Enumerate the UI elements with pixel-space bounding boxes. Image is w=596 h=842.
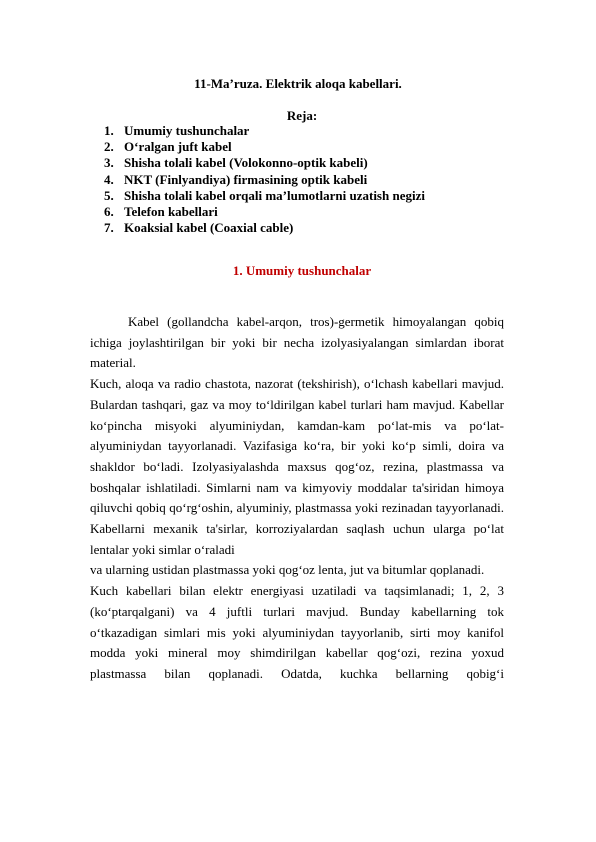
plan-item-number: 7. <box>104 220 114 236</box>
paragraph-definition: Kabel (gollandcha kabel-arqon, tros)-germetik himoyalangan qobiq ichiga joylashtirilgan bir yoki bir necha izolyasiyalangan simlardan iborat material. <box>90 314 504 371</box>
plan-item <box>104 204 425 220</box>
plan-heading: Reja: <box>286 108 318 123</box>
plan-item <box>104 172 425 188</box>
plan-item-text: Shisha tolali kabel orqali ma’lumotlarni uzatish negizi <box>124 187 425 203</box>
plan-item-number: 1. <box>104 123 114 138</box>
plan-item <box>104 155 425 171</box>
plan-item-text: NKT (Finlyandiya) firmasining optik kabeli <box>124 171 368 187</box>
plan-item-number: 2. <box>104 139 114 155</box>
body-text <box>90 312 504 685</box>
paragraph-cable-types: Kuch, aloqa va radio chastota, nazorat (tekshirish), o‘lchash kabellari mavjud. Bulardan tashqari, gaz va moy to‘ldirilgan kabel turlari ham mavjud. Kabellar ko‘pincha misyoki alyuminiydan, kamdan-kam po‘lat-mis va po‘lat-alyuminiydan tayyorlanadi. Vazifasiga ko‘ra, bir yoki ko‘p simli, doira va shakldor bo‘ladi. Izolyasiyalashda maxsus qog‘oz, rezina, plastmassa va boshqalar ishlatiladi. Simlarni nam va kimyoviy moddalar ta'siridan himoya qiluvchi qobiq qo‘rg‘oshin, alyuminiy, plastmassa yoki rezinadan tayyorlanadi. Kabellarni mexanik ta'sirlar, korroziyalardan saqlash uchun ularga po‘lat lentalar yoki simlar o‘raladi <box>90 376 504 557</box>
plan-item-number: 5. <box>104 187 114 203</box>
plan-item-text: Umumiy tushunchalar <box>124 123 250 138</box>
lecture-title: 11-Ma’ruza. Elektrik aloqa kabellari. <box>194 76 402 91</box>
section-heading: 1. Umumiy tushunchalar <box>232 263 372 278</box>
plan-item <box>104 188 425 204</box>
plan-item <box>104 139 425 155</box>
plan-item-text: Telefon kabellari <box>124 204 218 220</box>
paragraph-power-cables: Kuch kabellari bilan elektr energiyasi uzatiladi va taqsimlanadi; 1, 2, 3 (ko‘ptarqalgani) va 4 juftli turlari mavjud. Bunday kabellarning tok o‘tkazadigan simlari mis yoki alyuminiydan tayyorlanib, sirti moy kanifol modda yoki mineral moy shimdirilgan kabellar qog‘ozi, rezina yoxud plastmassa bilan qoplanadi. Odatda, kuchka bellarning qobig‘i <box>90 583 504 681</box>
plan-item-text: O‘ralgan juft kabel <box>124 139 232 155</box>
plan-item-number: 3. <box>104 155 114 171</box>
plan-item <box>104 220 425 236</box>
plan-item-text: Koaksial kabel (Coaxial cable) <box>124 220 294 236</box>
plan-item-number: 6. <box>104 204 114 220</box>
plan-item-text: Shisha tolali kabel (Volokonno-optik kabeli) <box>124 155 368 171</box>
plan-item <box>104 123 425 139</box>
plan-item-number: 4. <box>104 171 114 187</box>
plan-list <box>104 123 425 236</box>
paragraph-coating: va ularning ustidan plastmassa yoki qog‘oz lenta, jut va bitumlar qoplanadi. <box>90 562 485 578</box>
